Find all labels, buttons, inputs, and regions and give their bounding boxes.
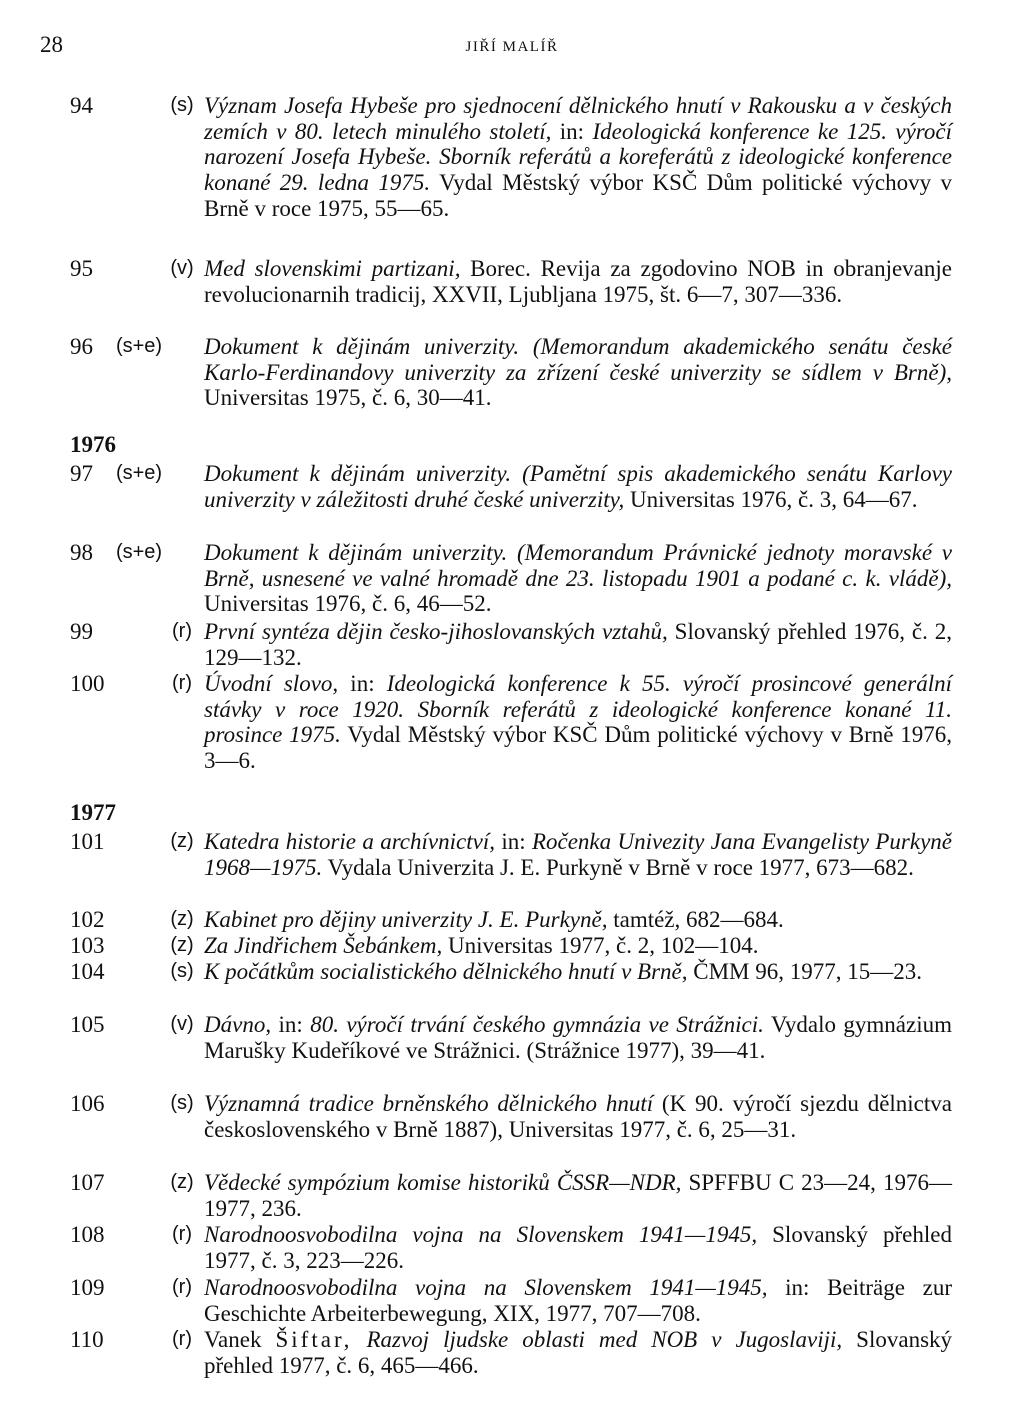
entry-type-code: (v) (170, 1013, 194, 1035)
entry-number: 110 (70, 1327, 104, 1352)
entry-number: 97 (70, 461, 93, 486)
entry-number: 106 (70, 1091, 105, 1116)
entry-text: Katedra historie a archívnictví, in: Ročenka Univezity Jana Evangelisty Purkyně 1968—1975. Vydala Univerzita J. E. Purkyně v Brně v roce 1977, 673—682. (204, 829, 953, 880)
entry-text: K počátkům socialistického dělnického hnutí v Brně, ČMM 96, 1977, 15—23. (204, 959, 923, 984)
entry-number: 95 (70, 256, 93, 281)
entry-type-code: (s) (170, 94, 194, 116)
entry-type-code: (s+e) (115, 335, 163, 357)
entry-text: Kabinet pro dějiny univerzity J. E. Purkyně, tamtéž, 682—684. (204, 907, 784, 932)
year-heading: 1976 (70, 432, 116, 457)
entry-type-code: (z) (170, 934, 194, 956)
entry-type-code: (z) (170, 830, 194, 852)
entry-text: Narodnoosvobodilna vojna na Slovenskem 1941—1945, in: Beiträge zur Geschichte Arbeiterbewegung, XIX, 1977, 707—708. (204, 1275, 952, 1326)
entry-number: 100 (70, 671, 105, 696)
entry-text: Dokument k dějinám univerzity. (Pamětní spis akademického senátu Karlovy univerzity v záležitosti druhé české univerzity, Universitas 1976, č. 3, 64—67. (204, 461, 952, 512)
entry-type-code: (r) (172, 620, 192, 642)
entry-text: Narodnoosvobodilna vojna na Slovenskem 1941—1945, Slovanský přehled 1977, č. 3, 223—226. (204, 1222, 952, 1273)
year-heading: 1977 (70, 800, 116, 825)
entry-number: 98 (70, 540, 93, 565)
entry-number: 94 (70, 93, 93, 118)
entry-type-code: (s+e) (115, 541, 163, 563)
entry-type-code: (r) (172, 1276, 192, 1298)
entry-text: Za Jindřichem Šebánkem, Universitas 1977, č. 2, 102—104. (204, 933, 759, 958)
entry-text: Vědecké sympózium komise historiků ČSSR—NDR, SPFFBU C 23—24, 1976—1977, 236. (204, 1170, 952, 1221)
entry-number: 108 (70, 1222, 105, 1247)
entry-number: 105 (70, 1012, 105, 1037)
entry-text: Úvodní slovo, in: Ideologická konference k 55. výročí prosincové generální stávky v roce 1920. Sborník referátů z ideologické konference konané 11. prosince 1975. Vydal Městský výbor KSČ Dům politické výchovy v Brně 1976, 3—6. (204, 671, 952, 774)
entry-text: Dokument k dějinám univerzity. (Memorandum akademického senátu české Karlo-Ferdinandovy univerzity za zřízení české univerzity se sídlem v Brně), Universitas 1975, č. 6, 30—41. (204, 334, 952, 411)
entry-number: 99 (70, 619, 93, 644)
entry-type-code: (r) (172, 1223, 192, 1245)
entry-text: Dávno, in: 80. výročí trvání českého gymnázia ve Strážnici. Vydalo gymnázium Marušky Kudeříkové ve Strážnici. (Strážnice 1977), 39—41. (204, 1012, 952, 1063)
entry-number: 103 (70, 933, 105, 958)
entry-number: 109 (70, 1275, 105, 1300)
entry-number: 96 (70, 334, 93, 359)
entry-text: Med slovenskimi partizani, Borec. Revija za zgodovino NOB in obranjevanje revolucionarnih tradicij, XXVII, Ljubljana 1975, št. 6—7, 307—336. (204, 256, 952, 307)
page-number: 28 (40, 32, 63, 57)
entry-number: 102 (70, 907, 105, 932)
entry-number: 101 (70, 829, 105, 854)
entry-type-code: (r) (172, 672, 192, 694)
entry-number: 104 (70, 959, 105, 984)
entry-number: 107 (70, 1170, 105, 1195)
running-head: JIŘÍ MALÍŘ (465, 39, 559, 55)
entry-type-code: (v) (170, 257, 194, 279)
entry-text: Dokument k dějinám univerzity. (Memorandum Právnické jednoty moravské v Brně, usnesené ve valné hromadě dne 23. listopadu 1901 a podané c. k. vládě), Universitas 1976, č. 6, 46—52. (204, 540, 952, 617)
entry-text: Významná tradice brněnského dělnického hnutí (K 90. výročí sjezdu dělnictva československého v Brně 1887), Universitas 1977, č. 6, 25—31. (204, 1091, 952, 1142)
entry-type-code: (z) (170, 908, 194, 930)
entry-text: Význam Josefa Hybeše pro sjednocení dělnického hnutí v Rakousku a v českých zemích v 80. letech minulého století, in: Ideologická konference ke 125. výročí narození Josefa Hybeše. Sborník referátů a koreferátů z ideologické konference konané 29. ledna 1975. Vydal Městský výbor KSČ Dům politické výchovy v Brně v roce 1975, 55—65. (204, 93, 953, 221)
entry-text: První syntéza dějin česko-jihoslovanských vztahů, Slovanský přehled 1976, č. 2, 129—132. (204, 619, 952, 670)
entry-type-code: (s) (170, 1092, 194, 1114)
entry-type-code: (s+e) (115, 462, 163, 484)
entry-type-code: (r) (172, 1328, 192, 1350)
entry-type-code: (z) (170, 1171, 194, 1193)
entry-type-code: (s) (170, 960, 194, 982)
entry-text: Vanek Šiftar, Razvoj ljudske oblasti med NOB v Jugoslaviji, Slovanský přehled 1977, č. 6, 465—466. (204, 1327, 953, 1378)
